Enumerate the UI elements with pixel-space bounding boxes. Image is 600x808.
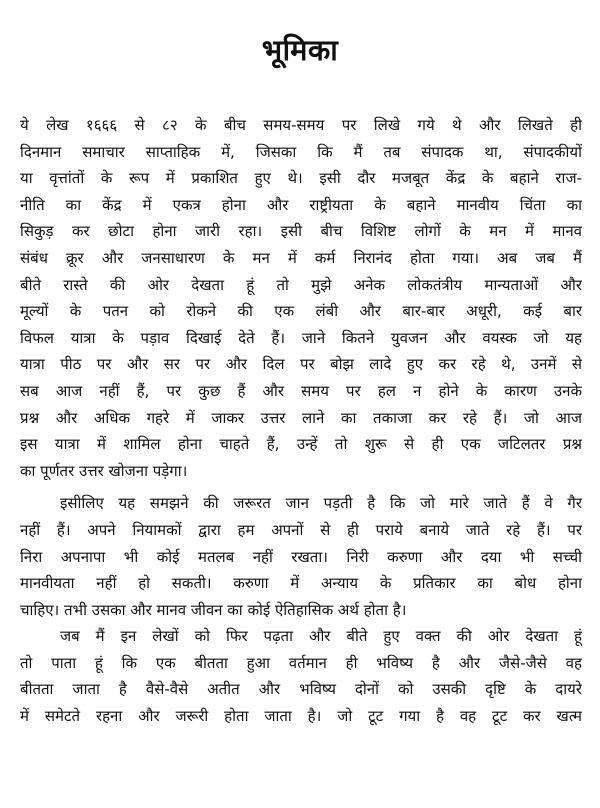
text-line: इसीलिए यह समझने की जरूरत जान पड़ती है कि जो मारे जाते हैं वे गैर [60, 494, 582, 513]
text-line: चाहिए। तभी उसका और मानव जीवन का कोई ऐतिहासिक अर्थ होता है। [20, 600, 407, 619]
paragraph-1 [20, 112, 582, 484]
text-line: सब आज नहीं हैं, पर कुछ हैं और समय पर हल न होने के कारण उनके [20, 381, 582, 400]
text-line: नहीं हैं। अपने नियामकों द्वारा हम अपनों से ही पराये बनाये जाते रहे हैं। पर [20, 520, 582, 539]
text-line: दिनमान समाचार साप्ताहिक में, जिसका कि मैं तब संपादक था, संपादकीयों [20, 142, 582, 161]
document-body [20, 112, 582, 730]
text-line: निरा अपनापा भी कोई मतलब नहीं रखता। निरी करुणा और दया भी सच्ची [20, 547, 582, 566]
text-line: ये लेख १६६६ से ८२ के बीच समय-समय पर लिखे गये थे और लिखते ही [20, 116, 582, 134]
text-line: मूल्यों के पतन को रोकने की एक लंबी और बार-बार अधूरी, कई बार [20, 302, 582, 321]
text-line: यात्रा पीठ पर और सर पर और दिल पर बोझ लादे हुए कर रहे थे, उनमें से [20, 355, 582, 374]
text-line: या वृत्तांतों के रूप में प्रकाशित हुए थे। इसी दौर मजबूत केंद्र के बहाने राज- [20, 169, 582, 188]
text-line: बीते रास्ते की ओर देखता हूं तो मुझे अनेक लोकतंत्रीय मान्यताओं और [20, 275, 582, 294]
text-line: प्रश्न और अधिक गहरे में जाकर उत्तर लाने का तकाजा कर रहे हैं। जो आज [20, 408, 582, 427]
text-line: विफल यात्रा के पड़ाव दिखाई देते हैं। जाने कितने युवजन और वयस्क जो यह [20, 328, 582, 347]
text-line: जब मैं इन लेखों को फिर पढ़ता और बीते हुए वक्त की ओर देखता हूं [60, 627, 582, 646]
text-line: का पूर्णतर उत्तर खोजना पड़ेगा। [20, 461, 188, 480]
page-title: भूमिका [261, 33, 339, 67]
text-line: तो पाता हूं कि एक बीतता हुआ वर्तमान ही भविष्य है और जैसे-जैसे वह [20, 653, 582, 672]
text-line: इस यात्रा में शामिल होना चाहते हैं, उन्हें तो शुरू से ही एक जटिलतर प्रश्न [20, 435, 582, 454]
paragraph-2 [20, 490, 582, 623]
text-line: बीतता जाता है वैसे-वैसे अतीत और भविष्य दोनों को उसकी दृष्टि के दायरे [20, 680, 582, 699]
text-line: संबंध क्रूर और जनसाधारण के मन में कर्म निरानंद होता गया। अब जब मैं [20, 248, 582, 267]
paragraph-3 [20, 623, 582, 729]
text-line: में समेटते रहना और जरूरी होता जाता है। जो टूट गया है वह टूट कर खत्म [20, 707, 582, 726]
text-line: मानवीयता नहीं हो सकती। करुणा में अन्याय के प्रतिकार का बोध होना [20, 574, 582, 593]
text-line: नीति का केंद्र में एकत्र होना और राष्ट्रीयता के बहाने मानवीय चिंता का [20, 195, 582, 214]
text-line: सिकुड़ कर छोटा होना जारी रहा। इसी बीच विशिष्ट लोगों के मन में मानव [20, 222, 582, 241]
